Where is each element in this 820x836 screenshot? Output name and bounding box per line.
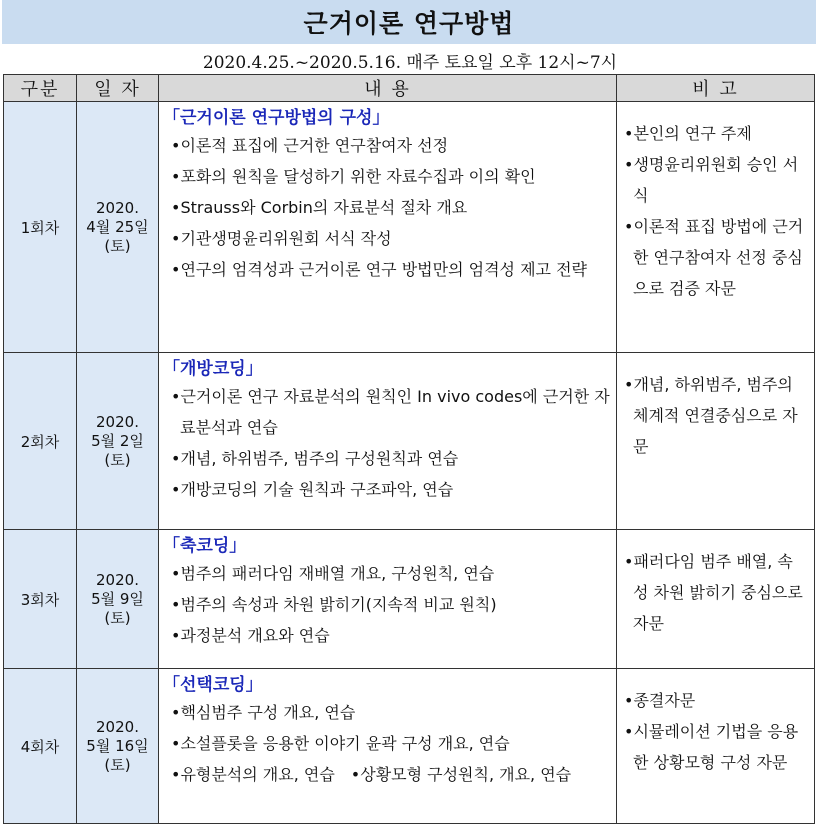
header-date: 일 자 — [77, 75, 159, 102]
content-cell — [159, 353, 617, 530]
note-item: •이론적 표집 방법에 근거한 연구참여자 선정 중심으로 검증 자문 — [624, 217, 804, 298]
title-bar — [2, 0, 816, 44]
note-item: •종결자문 — [624, 691, 696, 710]
date-weekday: (토) — [104, 450, 131, 469]
section-heading: 「선택코딩」 — [163, 675, 263, 695]
date-cell — [77, 530, 159, 669]
content-cell — [159, 102, 617, 353]
date-cell — [77, 102, 159, 353]
content-item: •핵심범주 구성 개요, 연습 — [171, 703, 356, 722]
date-day: 5월 2일 — [91, 431, 144, 450]
date-weekday: (토) — [104, 236, 131, 255]
content-item: •범주의 속성과 차원 밝히기(지속적 비교 원칙) — [171, 595, 497, 614]
date-weekday: (토) — [104, 608, 131, 627]
content-item: •연구의 엄격성과 근거이론 연구 방법만의 엄격성 제고 전략 — [171, 260, 587, 279]
date-year: 2020. — [96, 198, 139, 217]
table-row — [4, 353, 815, 530]
note-item: •개념, 하위범주, 범주의 체계적 연결중심으로 자문 — [624, 375, 798, 456]
content-item: •개념, 하위범주, 범주의 구성원칙과 연습 — [171, 449, 459, 468]
table-row — [4, 669, 815, 824]
content-item: •Strauss와 Corbin의 자료분석 절차 개요 — [171, 198, 468, 217]
table-row — [4, 530, 815, 669]
note-cell — [617, 530, 815, 669]
document-title: 근거이론 연구방법 — [303, 9, 515, 38]
content-item: •근거이론 연구 자료분석의 원칙인 In vivo codes에 근거한 자료분석과 연습 — [171, 387, 610, 437]
date-day: 5월 9일 — [91, 589, 144, 608]
table-row — [4, 102, 815, 353]
note-item: •시뮬레이션 기법을 응용한 상황모형 구성 자문 — [624, 722, 799, 772]
date-day: 5월 16일 — [86, 736, 149, 755]
content-item: •범주의 패러다임 재배열 개요, 구성원칙, 연습 — [171, 564, 495, 583]
date-year: 2020. — [96, 570, 139, 589]
content-item: •과정분석 개요와 연습 — [171, 626, 330, 645]
note-cell — [617, 102, 815, 353]
content-cell — [159, 530, 617, 669]
note-item: •생명윤리위원회 승인 서식 — [624, 155, 799, 205]
note-item: •패러다임 범주 배열, 속성 차원 밝히기 중심으로 자문 — [624, 552, 803, 633]
note-item: •본인의 연구 주제 — [624, 124, 752, 143]
content-item: •유형분석의 개요, 연습 •상황모형 구성원칙, 개요, 연습 — [171, 765, 572, 784]
section-heading: 「축코딩」 — [163, 536, 247, 556]
content-item: •포화의 원칙을 달성하기 위한 자료수집과 이의 확인 — [171, 167, 536, 186]
date-cell — [77, 353, 159, 530]
section-heading: 「개방코딩」 — [163, 359, 263, 379]
section-heading: 「근거이론 연구방법의 구성」 — [163, 108, 390, 128]
date-weekday: (토) — [104, 755, 131, 774]
header-session: 구분 — [4, 75, 77, 102]
date-year: 2020. — [96, 412, 139, 431]
note-cell — [617, 353, 815, 530]
session-cell: 1회차 — [4, 102, 77, 353]
session-cell: 3회차 — [4, 530, 77, 669]
schedule-table — [3, 74, 815, 824]
content-item: •이론적 표집에 근거한 연구참여자 선정 — [171, 136, 449, 155]
content-item: •개방코딩의 기술 원칙과 구조파악, 연습 — [171, 480, 454, 499]
content-item: •기관생명윤리위원회 서식 작성 — [171, 229, 392, 248]
content-cell — [159, 669, 617, 824]
header-note: 비 고 — [617, 75, 815, 102]
header-content: 내 용 — [159, 75, 617, 102]
content-item: •소설플롯을 응용한 이야기 윤곽 구성 개요, 연습 — [171, 734, 510, 753]
date-day: 4월 25일 — [86, 217, 149, 236]
session-cell: 2회차 — [4, 353, 77, 530]
table-header-row — [4, 75, 815, 102]
session-cell: 4회차 — [4, 669, 77, 824]
date-year: 2020. — [96, 717, 139, 736]
note-cell — [617, 669, 815, 824]
date-cell — [77, 669, 159, 824]
schedule-subtitle: 2020.4.25.~2020.5.16. 매주 토요일 오후 12시~7시 — [202, 53, 618, 73]
